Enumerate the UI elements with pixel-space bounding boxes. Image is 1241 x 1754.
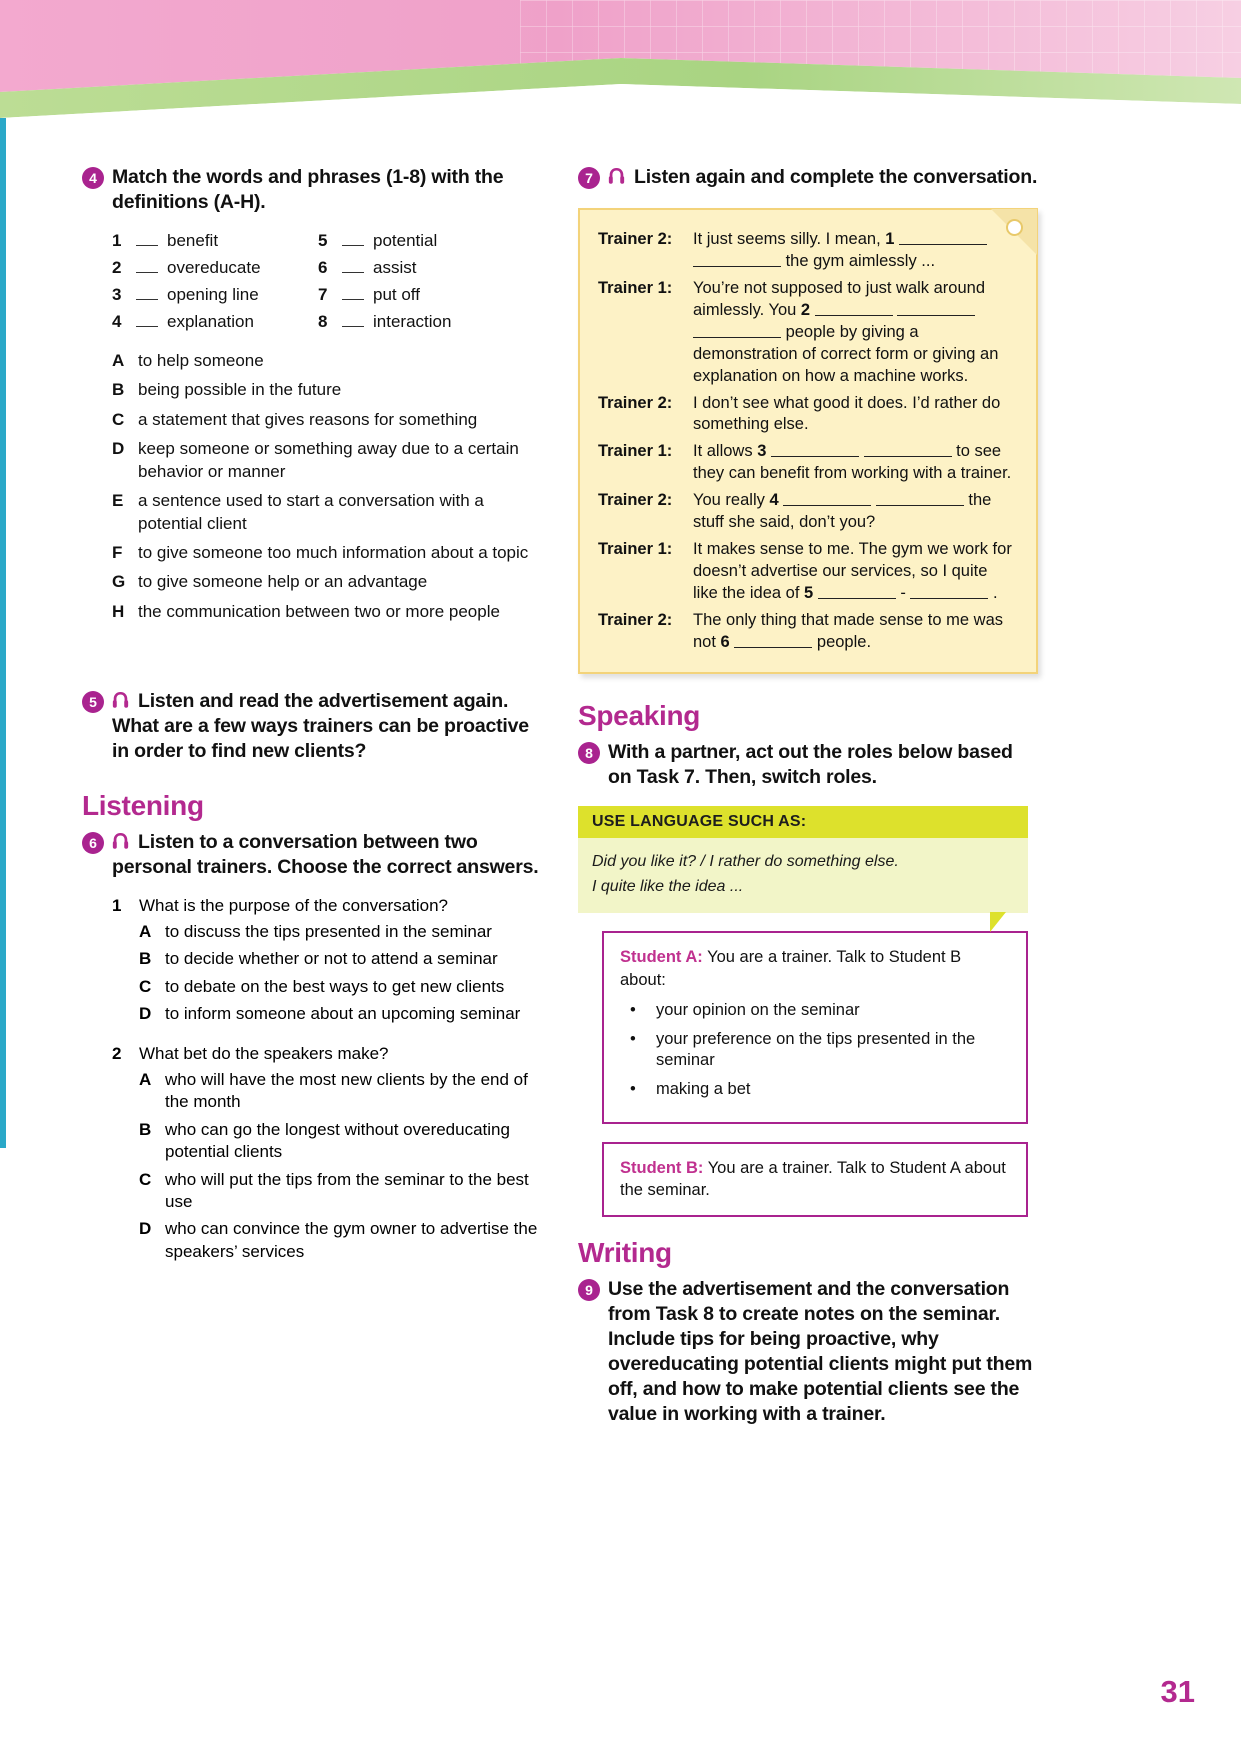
conversation-text[interactable]: You really 4 the stuff she said, don’t you? <box>693 491 992 532</box>
question-number: 1 <box>112 896 122 916</box>
conversation-tag <box>578 208 1038 674</box>
definition-item <box>112 409 542 431</box>
student-b-intro-text: You are a trainer. Talk to Student A about the seminar. <box>620 1158 1006 1200</box>
conversation-text[interactable]: You’re not supposed to just walk around aimlessly. You 2 people by giving a demonstration of correct form or giving an explanation on how a machine works. <box>693 278 999 385</box>
option-letter: A <box>139 1069 152 1089</box>
definition-text: keep someone or something away due to a certain behavior or manner <box>138 439 519 481</box>
option-letter: A <box>139 922 152 942</box>
definition-letter: A <box>112 350 125 370</box>
option-list <box>112 1069 542 1264</box>
task-4-word-list <box>82 231 542 332</box>
speaker-label: Trainer 1: <box>598 278 673 297</box>
word-text: overeducate <box>167 257 261 277</box>
task-4-definition-list <box>82 350 542 623</box>
option[interactable] <box>139 976 542 998</box>
task-4-heading: Match the words and phrases (1-8) with the definitions (A-H). <box>112 166 504 213</box>
option-letter: B <box>139 949 152 969</box>
definition-item <box>112 350 542 372</box>
list-item <box>620 1000 1010 1022</box>
task-6-heading <box>82 830 542 880</box>
question <box>112 896 542 916</box>
definition-letter: C <box>112 409 125 429</box>
task-5-heading <box>82 689 542 764</box>
conversation-text[interactable]: It makes sense to me. The gym we work for doesn’t advertise our services, so I quite like the idea of 5 - . <box>693 540 1012 603</box>
option[interactable] <box>139 948 542 970</box>
headphones-icon <box>112 832 129 851</box>
definition-text: a statement that gives reasons for something <box>138 409 478 429</box>
word-number: 7 <box>318 284 328 304</box>
answer-blank[interactable] <box>342 262 364 273</box>
speaker-label: Trainer 1: <box>598 540 673 559</box>
option[interactable] <box>139 1003 542 1025</box>
option-text: to decide whether or not to attend a seminar <box>165 949 498 969</box>
definition-letter: F <box>112 542 123 562</box>
definition-text: to give someone too much information about a topic <box>138 542 529 562</box>
answer-blank[interactable] <box>136 316 158 327</box>
definition-text: a sentence used to start a conversation with a potential client <box>138 491 484 533</box>
definition-item <box>112 490 542 535</box>
word-number: 8 <box>318 311 328 331</box>
use-language-title: USE LANGUAGE SUCH AS: <box>578 806 1028 838</box>
task-5-heading-text: Listen and read the advertisement again. What are a few ways trainers can be proactive in order to find new clients? <box>112 690 529 763</box>
task-9-heading: Use the advertisement and the conversation from Task 8 to create notes on the seminar. Include tips for being proactive, why overeducating potential clients might put them off, and how to make potential clients see the value in working with a trainer. <box>608 1278 1033 1426</box>
option[interactable] <box>139 1169 542 1214</box>
conversation-text[interactable]: It allows 3 to see they can benefit from working with a trainer. <box>693 442 1012 483</box>
student-b-intro <box>620 1157 1010 1202</box>
left-column <box>82 165 542 1268</box>
task-6 <box>82 830 542 880</box>
definition-letter: G <box>112 572 126 592</box>
definition-item <box>112 542 542 564</box>
definition-letter: H <box>112 601 125 621</box>
section-title-speaking: Speaking <box>578 699 701 731</box>
student-b-label: Student B: <box>620 1158 704 1177</box>
speaker-label: Trainer 2: <box>598 491 673 510</box>
task-8-heading: With a partner, act out the roles below based on Task 7. Then, switch roles. <box>608 740 1013 788</box>
student-a-intro <box>620 946 1010 991</box>
definition-item <box>112 601 542 623</box>
task-4-number: 4 <box>82 167 104 189</box>
use-language-pointer <box>990 912 1006 932</box>
task-8 <box>578 740 1038 790</box>
word-text: benefit <box>167 230 219 250</box>
option-text: who will have the most new clients by the end of the month <box>165 1069 528 1112</box>
bullet-icon: • <box>630 1000 636 1019</box>
word-number: 4 <box>112 311 122 331</box>
word-text: assist <box>373 257 417 277</box>
conversation-text[interactable]: I don’t see what good it does. I’d rather do something else. <box>693 393 1001 434</box>
task-6-heading-text: Listen to a conversation between two personal trainers. Choose the correct answers. <box>112 831 539 879</box>
option-letter: B <box>139 1119 152 1139</box>
answer-blank[interactable] <box>136 262 158 273</box>
word-item[interactable] <box>112 231 318 251</box>
use-language-box <box>578 806 1028 914</box>
word-text: interaction <box>373 311 452 331</box>
conversation-line <box>598 490 1014 534</box>
option-text: to debate on the best ways to get new clients <box>165 976 505 996</box>
option-text: who will put the tips from the seminar to the best use <box>165 1169 529 1211</box>
bullet-text: making a bet <box>656 1080 751 1099</box>
task-6-questions <box>82 896 542 1263</box>
conversation-box <box>578 208 1038 674</box>
conversation-text[interactable]: It just seems silly. I mean, 1 the gym aimlessly ... <box>693 229 1014 273</box>
option-text: to inform someone about an upcoming seminar <box>165 1004 521 1024</box>
word-item[interactable] <box>112 285 318 305</box>
right-column <box>578 165 1038 1431</box>
definition-text: to give someone help or an advantage <box>138 572 428 592</box>
student-b-box <box>602 1142 1028 1218</box>
use-language-line-2: I quite like the idea ... <box>592 877 744 895</box>
option-letter: D <box>139 1219 152 1239</box>
word-number: 5 <box>318 230 328 250</box>
task-7-number: 7 <box>578 167 600 189</box>
option-text: to discuss the tips presented in the seminar <box>165 922 492 942</box>
option[interactable] <box>139 921 542 943</box>
option-text: who can convince the gym owner to advertise the speakers’ services <box>165 1219 538 1261</box>
task-4 <box>82 165 542 215</box>
conversation-text[interactable]: The only thing that made sense to me was not 6 people. <box>693 610 1004 651</box>
list-item <box>620 1079 1010 1101</box>
answer-blank[interactable] <box>136 289 158 300</box>
student-a-box <box>602 931 1028 1124</box>
definition-text: the communication between two or more people <box>138 601 500 621</box>
task-7-heading <box>578 165 1038 190</box>
word-text: explanation <box>167 311 254 331</box>
task-5-number: 5 <box>82 691 104 713</box>
task-9 <box>578 1277 1038 1427</box>
headphones-icon <box>112 691 129 710</box>
page-number: 31 <box>1160 1674 1195 1709</box>
word-text: potential <box>373 230 438 250</box>
student-a-label: Student A: <box>620 948 703 967</box>
answer-blank[interactable] <box>342 235 364 246</box>
bullet-text: your preference on the tips presented in the seminar <box>656 1029 976 1070</box>
student-a-bullets <box>620 1000 1010 1101</box>
definition-item <box>112 379 542 401</box>
word-number: 3 <box>112 284 122 304</box>
question <box>112 1044 542 1064</box>
word-item[interactable] <box>318 285 542 305</box>
definition-letter: D <box>112 439 125 459</box>
bullet-icon: • <box>630 1029 636 1048</box>
definition-text: to help someone <box>138 350 264 370</box>
word-item[interactable] <box>318 312 542 332</box>
answer-blank[interactable] <box>342 316 364 327</box>
section-title-writing: Writing <box>578 1237 672 1269</box>
use-language-line-1: Did you like it? / I rather do something else. <box>592 852 899 870</box>
option-text: who can go the longest without overeducating potential clients <box>165 1119 510 1162</box>
speaker-label: Trainer 2: <box>598 393 673 412</box>
task-8-number: 8 <box>578 742 600 764</box>
speaker-label: Trainer 2: <box>598 610 673 629</box>
option-letter: C <box>139 1169 152 1189</box>
word-text: put off <box>373 284 420 304</box>
option[interactable] <box>139 1119 542 1164</box>
question-text: What bet do the speakers make? <box>139 1043 389 1063</box>
option-list <box>112 921 542 1026</box>
word-item[interactable] <box>112 312 318 332</box>
question-number: 2 <box>112 1043 122 1063</box>
decorative-top-banner <box>0 0 1241 130</box>
definition-item <box>112 438 542 483</box>
word-item[interactable] <box>112 258 318 278</box>
speaker-label: Trainer 1: <box>598 442 673 461</box>
bullet-icon: • <box>630 1080 636 1099</box>
task-5 <box>82 689 542 764</box>
definition-text: being possible in the future <box>138 380 342 400</box>
conversation-line <box>598 441 1014 485</box>
answer-blank[interactable] <box>136 235 158 246</box>
conversation-line <box>598 610 1014 654</box>
word-number: 1 <box>112 230 122 250</box>
word-item[interactable] <box>318 231 542 251</box>
option-letter: D <box>139 1004 152 1024</box>
definition-letter: E <box>112 491 124 511</box>
bullet-text: your opinion on the seminar <box>656 1000 860 1019</box>
definition-item <box>112 571 542 593</box>
word-item[interactable] <box>318 258 542 278</box>
task-7-heading-text: Listen again and complete the conversation. <box>634 166 1038 188</box>
option[interactable] <box>139 1218 542 1263</box>
word-number: 6 <box>318 257 328 277</box>
conversation-line <box>598 229 1014 273</box>
list-item <box>620 1029 1010 1073</box>
student-a-intro-text: You are a trainer. Talk to Student B about: <box>620 948 962 989</box>
question-text: What is the purpose of the conversation? <box>139 896 449 916</box>
speaker-label: Trainer 2: <box>598 229 673 248</box>
conversation-line <box>598 278 1014 388</box>
conversation-line <box>598 393 1014 437</box>
task-6-number: 6 <box>82 832 104 854</box>
option[interactable] <box>139 1069 542 1114</box>
tag-hole-icon <box>1006 219 1023 236</box>
option-letter: C <box>139 976 152 996</box>
use-language-body <box>578 838 1028 914</box>
section-title-listening: Listening <box>82 790 204 822</box>
word-number: 2 <box>112 257 122 277</box>
answer-blank[interactable] <box>342 289 364 300</box>
headphones-icon <box>608 167 625 186</box>
word-text: opening line <box>167 284 259 304</box>
definition-letter: B <box>112 380 125 400</box>
conversation-line <box>598 539 1014 605</box>
task-7 <box>578 165 1038 190</box>
task-9-number: 9 <box>578 1279 600 1301</box>
